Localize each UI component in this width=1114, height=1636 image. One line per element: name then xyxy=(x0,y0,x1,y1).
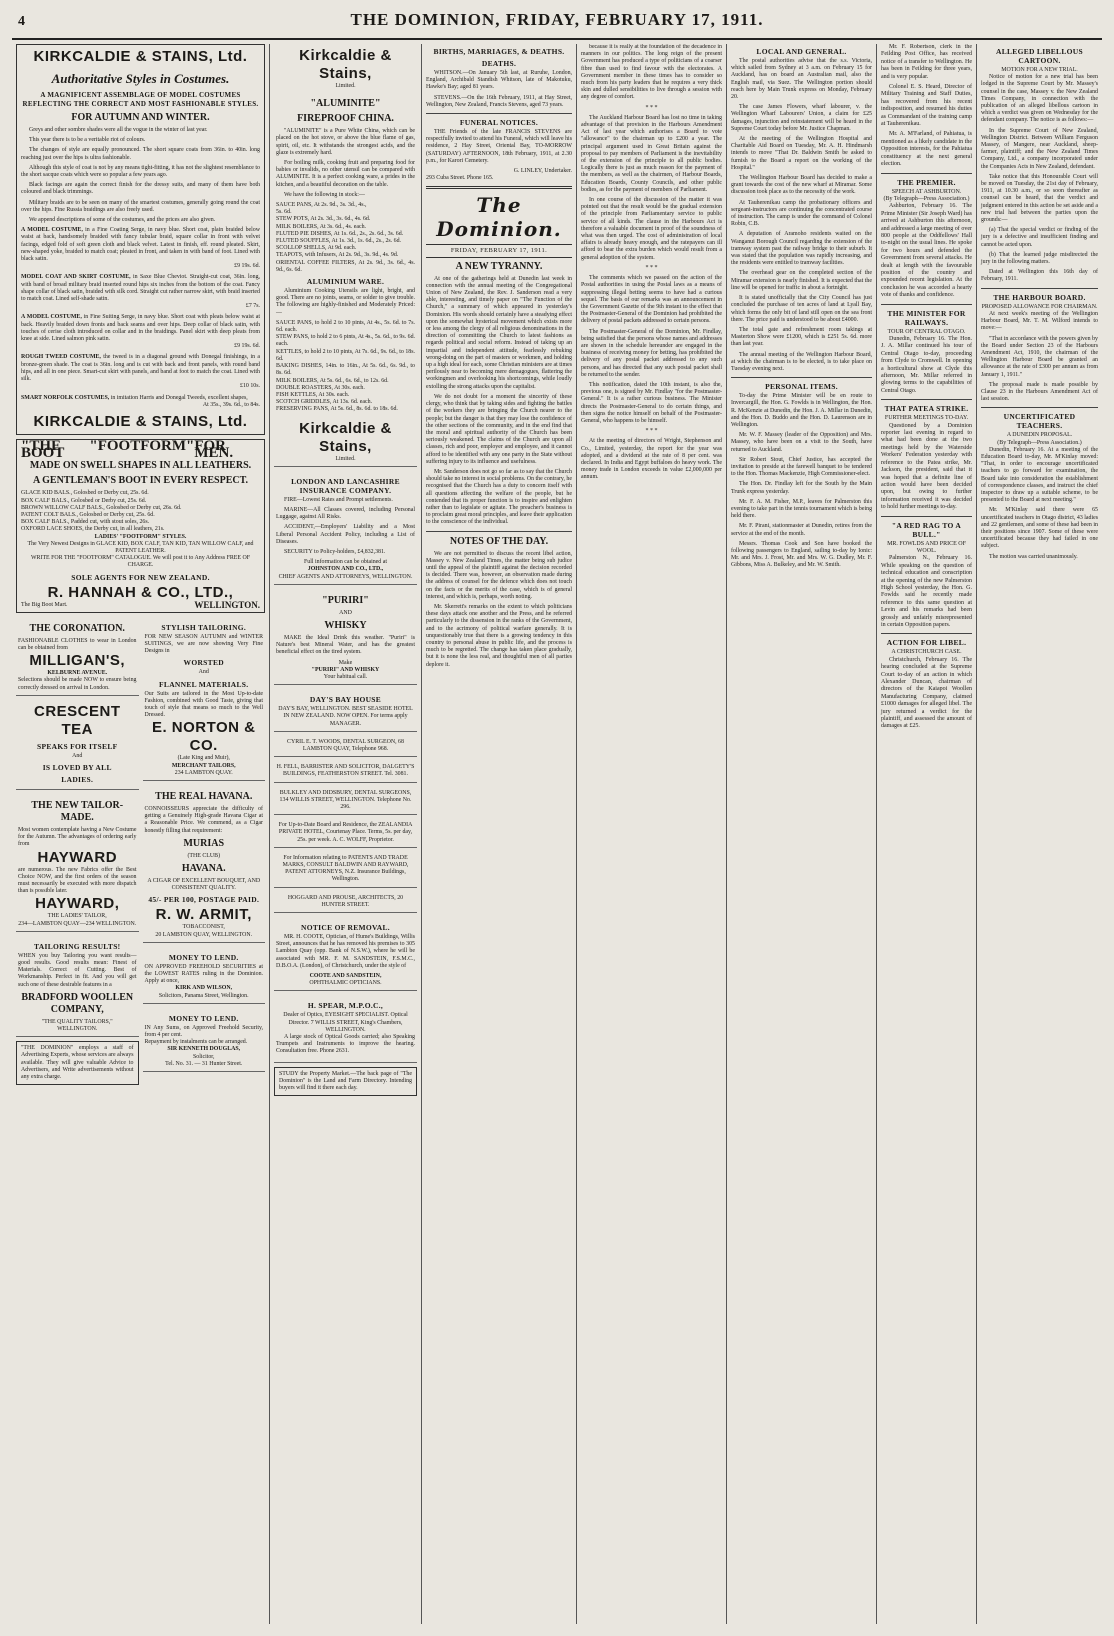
personal-items-heading: PERSONAL ITEMS. xyxy=(765,382,838,392)
money-lend-ad-2: MONEY TO LEND. IN Any Sums, on Approved Freehold Security, from 4 per cent. Repayment by instalments can be arranged. SIR KENNETH DOUGLAS, Solicitor, Tel. No. 31. — 31 Hunter Street. xyxy=(143,1008,266,1072)
intro-para: The changes of style are equally pronounced. The short square coats from 36in. to 40in. long reaching just over the hips is ultra fashionable. xyxy=(21,147,260,161)
columns xyxy=(12,44,1102,1624)
hayward-ad: THE NEW TAILOR-MADE. Most women contemplate having a New Costume for the Autumn. The advantages of ordering early from HAYWARD are numerous. The new Fabrics offer the Best Choice NOW, and the first orders of the season must necessarily be executed with more dispatch than is possible later. HAYWARD, THE LADIES' TAILOR, 234—LAMBTON QUAY—234 WELLINGTON. xyxy=(16,794,139,932)
death-notice: STEVENS.—On the 16th February, 1911, at Hay Street, Wellington, New Zealand, Francis Stevens, aged 73 years. xyxy=(426,94,572,108)
column-6: Mr. F. Robertson, clerk in the Feilding Post Office, has received notice of a transfer to Wellington. He has been in Feilding for three years, and is very popular. Colonel E. S. Heard, Director of Military Training and Staff Duties, has recovered from his recent indisposition, and resumed his duties as Commandant of the training camp at Tauherenikau. Mr. A. M'Farland, of Pahiatua, is mentioned as a likely candidate in the Opposition interests, for the Pahiatua constituency at the next general election. THE PREMIER. SPEECH AT ASHBURTON. (By Telegraph—Press Association.) Ashburton, February 16. The Prime Minister (Sir Joseph Ward) has arrived at Ashburton this afternoon, and addressed a large meeting of over 800 people at the Oddfellows' Hall to-night on the usual lines. He spoke for two hours and defended the Government from several attacks. He dealt at length with the favourable position of the country and expounded recent legislation. At the conclusion he was accorded a hearty vote of thanks and confidence. THE MINISTER FOR RAILWAYS. TOUR OF CENTRAL OTAGO. Dunedin, February 16. The Hon. J. A. Millar continued his tour of Central Otago to-day, proceeding from Clyde to Cromwell. In opening a horticultural show at Clyde this afternoon, Mr. Millar referred in glowing terms to the capabilities of Central Otago. THAT PATEA STRIKE. FURTHER MEETINGS TO-DAY. Questioned by a Dominion reporter last evening in regard to what had been done at the two meetings held by the Waterside Workers' Federation yesterday with reference to the Patea strike, Mr. Jackson, the president, said that it was hoped that a definite line of action would have been decided upon, but owing to further information received it was decided to hold further meetings to-day. "A RED RAG TO A BULL." MR. FOWLDS AND PRICE OF WOOL. Palmerston N., February 16. While speaking on the question of technical education and conscription at the opening of the new Palmerston High School yesterday, the Hon. G. Fowlds said he recently made reference to this same question at Levin and his remarks had been grossly and unfairly misrepresented in certain Opposition papers. ACTION FOR LIBEL. A CHRISTCHURCH CASE. Christchurch, February 16. The hearing concluded at the Supreme Court to-day of an action in which Alexander Duncan, chairman of directors of the Kaiapoi Woollen Manufacturing Company, claimed £1000 damages for alleged libel. The jury returned a verdict for the plaintiff, and assessed the amount of damages at £25. xyxy=(877,44,977,1624)
footform-item: BROWN WILLOW CALF BALS., Golosbed or Derby cut, 26s. 6d. xyxy=(21,504,182,511)
footform-firm: R. HANNAH & CO., LTD., xyxy=(47,583,234,601)
newspaper-title: THE DOMINION, FRIDAY, FEBRUARY 17, 1911. xyxy=(350,10,764,29)
card-ad: H. FELL, BARRISTER AND SOLICITOR, DALGETY'S BUILDINGS, FEATHERSTON STREET. Tel. 3081. xyxy=(274,761,417,782)
footform-brand: "THE "FOOTFORM" BOOT xyxy=(21,437,195,462)
costume-item: A MODEL COSTUME, in a Fine Coating Serge, in navy blue. Short coat, plain braided below waist at back, handsomely braided with fancy tubular braid, square collar in front with velvet facings, edged fold of soft green cloth and black velvet. Latest in finish, eff. round pleated. Skirt, new-shaped yoke, braided to match coat; pleated in front, and taken in with band of foot. Lined with black satin. £9 19s. 6d. xyxy=(21,227,260,270)
card-ad: HOGGARD AND PROUSE, ARCHITECTS, 20 HUNTER STREET. xyxy=(274,892,417,913)
footform-item: The Very Newest Designs in GLACE KID, BOX CALF, TAN KID, TAN WILLOW CALF, and PATENT LEATHER. xyxy=(27,540,254,554)
footform-item: BOX CALF BALS., Golosbed or Derby cut, 25s. 6d. xyxy=(21,497,147,504)
insurance-ad: LONDON AND LANCASHIRE INSURANCE COMPANY. FIRE—Lowest Rates and Prompt settlements. MARINE—All Classes covered, including Personal Luggage, against All Risks. ACCIDENT,—Employers' Liability and a Most Liberal Personal Accident Policy, including a List of Diseases. SECURITY to Policy-holders, £4,832,381. Full information can be obtained at JOHNSTON AND CO., LTD., CHIEF AGENTS AND ATTORNEYS, WELLINGTON. xyxy=(274,471,417,585)
aluminite-ad: Kirkcaldie & Stains, Limited. "ALUMINITE" FIREPROOF CHINA. "ALUMINITE" is a Pure White China, which can be placed on the hot stove, or above the blue flame of gas, spirit, oil, etc. It withstands the strongest acids, and the glaze is extremely hard. For boiling milk, cooking fruit and preparing food for babies or invalids, no other utensil can be compared with ALUMINITE. It is a perfect cooking ware, a prides in the kitchen, and a beautiful decoration on the table. We have the following in stock:— SAUCE PANS, At 2s. 9d., 3s. 3d., 4s., 5s. 6d. STEW POTS, At 2s. 3d., 3s. 6d., 4s. 6d. MILK BOILERS, At 3s. 6d., 4s. each. FLUTED PIE DISHES, At 1s. 6d., 2s., 2s. 6d., 3s. 6d. FLUTED SOUFFLES, At 1s. 3d., 1s. 6d., 2s., 2s. 6d. SCOLLOP SHELLS, At 9d. each. TEAPOTS, with Infusers, At 2s. 9d., 3s. 9d., 4s. 9d. ORIENTAL COFFEE FILTERS, At 2s. 9d., 3s. 6d., 4s. 9d., 6s. 6d. ALUMINIUM WARE. Aluminium Cooking Utensils are light, bright, and good. There are no joints, seams, or solder to give trouble. The following are highly-finished and Moderately Priced:— SAUCE PANS, to hold 2 to 10 pints, At 4s., 5s. 6d. to 7s. 6d. each. STEW PANS, to hold 2 to 6 pints, At 4s., 5s. 6d., to 9s. 6d. each. KETTLES, to hold 2 to 10 pints, At 7s. 6d., 9s. 6d., to 18s. 6d. BAKING DISHES, 14in. to 16in., At 5s. 6d., 6s. 9d., to 8s. 6d. MILK BOILERS, At 5s. 6d., 6s. 6d., to 12s. 6d. DOUBLE ROASTERS, At 30s. each. FISH KETTLES, At 30s. each. SCOTCH GRIDDLES, At 13s. 6d. each. FRESERVING PANS, At 5s. 6d., 8s. 6d. to 18s. 6d. Kirkcaldie & Stains, Limited. xyxy=(274,44,417,467)
removal-notice: NOTICE OF REMOVAL. MR. H. COOTE, Optician, of Hume's Buildings, Willis Street, announces that he has removed his premises to 305 Lambton Quay (opp. Bank of N.S.W.), where he will be associated with MR. F. M. SANDSTEIN, F.S.M.C., D.B.O.A. (London), of Christchurch, under the style of COOTE AND SANDSTEIN, OPHTHALMIC OPTICIANS. xyxy=(274,917,417,991)
costume-price: £9 19s. 6d. xyxy=(234,343,260,350)
spear-ad: H. SPEAR, M.P.O.C., Dealer of Optics, EYESIGHT SPECIALIST. Optical Director. 7 WILLIS STREET, King's Chambers, WELLINGTON. A large stock of Optical Goods carried; also Speaking Trumpets and Instruments to improve the hearing. Consultation free. Phone 2631. xyxy=(274,995,417,1062)
dateline: FRIDAY, FEBRUARY 17, 1911. xyxy=(426,244,572,257)
costume-price: £7 7s. xyxy=(245,303,260,310)
footform-ad xyxy=(16,439,265,613)
footform-line-1: MADE ON SWELL SHAPES IN ALL LEATHERS. xyxy=(29,460,252,472)
intro-para: Black facings are again the correct finish for the dressy suits, and many of them have both coloured and black trimmings. xyxy=(21,182,260,196)
intro-para: Military braids are to be seen on many of the smartest costumes, generally going round the coat over the hips. Fine Russia braidings are also freely used. xyxy=(21,199,260,213)
paper-name: The Dominion. xyxy=(436,193,562,242)
assemblage-line: A MAGNIFICENT ASSEMBLAGE OF MODEL COSTUMES REFLECTING THE CORRECT AND MOST FASHIONABLE STYLES. xyxy=(22,91,259,108)
havana-ad: THE REAL HAVANA. CONNOISSEURS appreciate the difficulty of getting a Genuinely High-grade Havana Cigar at a Reasonable Price. We commend, as a Cigar honestly filling that requirement: MURIAS (THE CLUB) HAVANA. A CIGAR OF EXCELLENT BOUQUET, AND CONSISTENT QUALITY. 45/- PER 100, POSTAGE PAID. R. W. ARMIT, TOBACCONIST, 20 LAMBTON QUAY, WELLINGTON. xyxy=(143,785,266,943)
intro-para: Greys and other sombre shades were all the vogue in the winter of last year. xyxy=(29,127,208,133)
crescent-tea-ad: CRESCENT TEA SPEAKS FOR ITSELF And IS LOVED BY ALL LADIES. xyxy=(16,700,139,790)
firm-footer: KIRKCALDIE & STAINS, Ltd. xyxy=(33,412,248,430)
costume-price: £10 10s. xyxy=(240,383,260,390)
bmd-heading: BIRTHS, MARRIAGES, & DEATHS. xyxy=(433,47,565,56)
dominion-staff-ad: "THE DOMINION" employs a staff of Advertising Experts, whose services are always available. They will give valuable Advice to Advertisers, and Write advertisements without any extra charge. xyxy=(16,1041,139,1085)
days-bay-ad: DAY'S BAY HOUSE DAY'S BAY, WELLINGTON. BEST SEASIDE HOTEL IN NEW ZEALAND. NOW OPEN. For terms apply MANAGER. xyxy=(274,689,417,732)
footform-item: PATENT COLT BALS., Golosbed or Derby cut, 25s. 6d. xyxy=(21,511,155,518)
column-5: LOCAL AND GENERAL. The postal authorities advise that the s.s. Victoria, which sailed from Sydney at 3 a.m. on February 15 for Auckland, has on board an Australian mail, also the English mail, via Suez. The Wellington portion should reach here by Main Trunk express on Monday, February 20. The case James Flowers, wharf labourer, v. the Wellington Wharf Labourers' Union, a claim for £25 damages, injunction and reinstatement will be heard in the Supreme Court today before Mr. Justice Chapman. At the meeting of the Wellington Hospital and Charitable Aid Board on Tuesday, Mr. A. H. Hindmarsh intends to move "That Dr. Baldwin Smith be asked to furnish to the Board a report on the working of the Hospital." The Wellington Harbour Board has decided to make a grant towards the cost of the new wharf at Miramar. Some discussion took place as to the necessity of the work. At Tauherenikau camp the probationary officers and sergeant-instructors are continuing the concentrated course of instruction. The camp is under the command of Colonel Robin, C.B. A deputation of Aramoho residents waited on the Wanganui Borough Council regarding the extension of the tramway system past the railway bridge to their suburb. It was stated that the population was rapidly increasing, and the residents were entitled to tramway facilities. The overhead gear on the completed section of the Miramar extension is nearly finished. It is expected that the line will be opened for traffic in about a fortnight. It is stated unofficially that the City Council has just concluded the purchase of ten acres of land at Lyall Bay, which forms the only bit of land still open on the sea front there. The price paid is understood to be about £4000. The total gate and refreshment room takings at Masterton Show were £1200, which is £251 5s. 6d. more than last year. The annual meeting of the Wellington Harbour Board, at which the chairman is to be elected, is to take place on Tuesday evening next. PERSONAL ITEMS. To-day the Prime Minister will be en route to Invercargill, the Hon. G. Fowlds is in Wellington, the Hon. R. McKenzie at Dunedin, the Hon. J. A. Millar in Dunedin, and the Hon. D. Buddo and the Hon. D. Laurenson are in Wellington. Mr. W. F. Massey (leader of the Opposition) and Mrs. Massey, who have been on a visit to the South, have returned to Auckland. Sir Robert Stout, Chief Justice, has accepted the invitation to preside at the farewell banquet to be tendered to the Hon. Thomas Mackenzie, High Commissioner-elect. The Hon. Dr. Findlay left for the South by the Main Trunk express yesterday. Mr. F. A. M. Fisher, M.P., leaves for Palmerston this evening to take part in the tennis tournament which is being held there. Mr. F. Pirani, stationmaster at Dunedin, retires from the service at the end of the month. Messrs. Thomas Cook and Son have booked the following passengers to England, sailing to-day by Ionic: Mr. and Mrs. J. Frost, Mr. and Mrs. W. G. Dudley, Mr. F. Gibbons, Miss A. Bulkeley, and Mr. W. Smith. xyxy=(727,44,877,1624)
coronation-ad: THE CORONATION. FASHIONABLE CLOTHES to wear in London can be obtained from MILLIGAN'S, KELBURNE AVENUE. Selections should be made NOW to ensure being correctly dressed on arrival in London. xyxy=(16,617,139,696)
footform-item: GLACE KID BALS., Golosbed or Derby cut, 25s. 6d. xyxy=(21,490,149,497)
costume-item: SMART NORFOLK COSTUMES, in imitation Harris and Donegal Tweeds, excellent shapes, At 35s., 39s. 6d., to 84s. xyxy=(21,394,260,408)
styles-heading: Authoritative Styles in Costumes. xyxy=(51,71,230,86)
notes-heading: NOTES OF THE DAY. xyxy=(449,535,549,547)
card-ad: BULKLEY AND DIDSBURY, DENTAL SURGEONS, 134 WILLIS STREET, WELLINGTON. Telephone No. 296. xyxy=(274,787,417,816)
column-3: BIRTHS, MARRIAGES, & DEATHS. DEATHS. WHITSON.—On January 5th last, at Ruruhe, London, England, Archibald Standish Whitson, late of Makotuku, Hawke's Bay; aged 81 years. STEVENS.—On the 16th February, 1911, at Hay Street, Wellington, New Zealand, Francis Stevens, aged 73 years. FUNERAL NOTICES. THE Friends of the late FRANCIS STEVENS are respectfully invited to attend his Funeral, which will leave his residence, 2 Hay Street, Oriental Bay, TO-MORROW (SATURDAY) AFTERNOON, 18th February, 1911, at 2.30 p.m., for Karori Cemetery. G. LINLEY, Undertaker. 293 Cuba Street. Phone 165. The Dominion. FRIDAY, FEBRUARY 17, 1911. A NEW TYRANNY. At one of the gatherings held at Dunedin last week in connection with the annual meeting of the Congregational Union of New Zealand, the Rev. J. Sanderson read a very able, interesting, and timely paper on "The Function of the Church," a summary of which appeared in yesterday's Dominion. His words should certainly have a steadying effect upon the somewhat hysterical movement which exists more or less among the clergy of all religious denominations in the direction of committing the Church to latest fashions as regards political and social reform. Instead of taking up an impartial and independent attitude, fearlessly rebuking wrong-doing on the part of masters or workmen, and holding up a high ideal for each, some Christian ministers are at times perilously near to becoming mere demagogues, flattering the workingmen and overlooking his shortcomings, while loudly extolling the strong attacks upon the capitalist. We do not doubt for a moment the sincerity of these clergy, who think that by taking sides and fighting the battles of the workers they are bringing the Church nearer to the people; but the danger is that they may lose the confidence of the other sections of the community, and in the end find that the moral and spiritual authority of the Church has been seriously weakened. The claims of the Church are upon all classes, rich and poor, employer and employee, and it cannot afford to be identified with any one party in the State without suffering injury to its influence and usefulness. Mr. Sanderson does not go so far as to say that the Church should take no interest in social problems. On the contrary, he recognised that the Church has a duty to concern itself with all questions affecting the welfare of the people, but he contended that its proper function is to inspire and enlighten rather than to legislate or agitate. The preacher's business is to proclaim great moral principles, and leave their application to the conscience of the individual. NOTES OF THE DAY. We are not permitted to discuss the recent libel action, Massey v. New Zealand Times, the matter being sub judice until the appeal of the plaintiff against the decision recorded is decided. There was, however, an observation made during the address of counsel for the defence which does not touch on the facts or the merits of the case, which is of general interest, and which is, perhaps, worth noting. Mr. Skerrett's remarks on the extent to which politicians these days attack one another and the Press, and he referred particularly to the dissension in the ranks of the Government, and to the acrimony of political warfare generally. It is unquestionably true that there is a growing tendency in this country to personal abuse in public life, and the process is much to be regretted. The change has taken place gradually, but it is none the less real, and thoughtful men of all parties deplore it. xyxy=(422,44,577,1624)
intro-para: We append descriptions of some of the costumes, and the prices are also given. xyxy=(29,217,216,224)
card-ad: CYRIL E. T. WOODS, DENTAL SURGEON, 68 LAMBTON QUAY, Telephone 968. xyxy=(274,736,417,757)
masthead xyxy=(12,10,1102,40)
bradford-ad: TAILORING RESULTS! WHEN you buy Tailoring you want results—good results. Good results mean: Finest of Materials. Correct of Cutting. Best of Workmanship. Perfect in fit. And you will get such one of these desirable features in a BRADFORD WOOLLEN COMPANY, "THE QUALITY TAILORS," WELLINGTON. xyxy=(16,936,139,1037)
footform-item: BOX CALF BALS., Padded cut, with stout soles, 26s. xyxy=(21,519,150,526)
footform-for-men: FOR MEN. xyxy=(194,437,234,462)
norton-tailoring-ad: STYLISH TAILORING. FOR NEW SEASON AUTUMN and WINTER SUITINGS, we are now showing Very Fine Designs in WORSTED And FLANNEL MATERIALS. Our Suits are tailored in the Most Up-to-date Fashion, combined with Good Taste, giving that touch of style that means so much to the Well Dressed. E. NORTON & CO. (Late King and Muir), MERCHANT TAILORS, 234 LAMBTON QUAY. xyxy=(143,617,266,781)
costume-item: MODEL COAT AND SKIRT COSTUME, in Saxe Blue Cheviot. Straight-cut coat, 36in. long, with band of broad military braid inserted round hips six inches from the bottom of the coat. Fancy shape collar of black satin, braided with silk cord. Straight cut rather narrow skirt, with braid inserted to match coat. Lined self-shade satin. £7 7s. xyxy=(21,274,260,310)
study-notice: STUDY the Property Market.—The back page of "The Dominion" is the Land and Farm Directory. Intending buyers will find it there each day. xyxy=(274,1067,417,1097)
local-general-heading: LOCAL AND GENERAL. xyxy=(756,47,847,56)
kirkcaldie-costume-ad xyxy=(16,44,265,435)
footform-mark: The Big Boot Mart. xyxy=(21,601,68,608)
money-lend-ad-1: MONEY TO LEND. ON APPROVED FREEHOLD SECURITIES at the LOWEST RATES ruling in the Dominion. Apply at once, KIRK AND WILSON, Solicitors, Panama Street, Wellington. xyxy=(143,947,266,1004)
footform-item: OXFORD LACE SHOES, the Derby cut, in all leathers, 21s. xyxy=(21,526,165,533)
column-2 xyxy=(270,44,422,1624)
costume-price: £9 19s. 6d. xyxy=(234,263,260,270)
aluminite-price-list: SAUCE PANS, At 2s. 9d., 3s. 3d., 4s., 5s. 6d. STEW POTS, At 2s. 3d., 3s. 6d., 4s. 6d. MILK BOILERS, At 3s. 6d., 4s. each. FLUTED PIE DISHES, At 1s. 6d., 2s., 2s. 6d., 3s. 6d. FLUTED SOUFFLES, At 1s. 3d., 1s. 6d., 2s., 2s. 6d. SCOLLOP SHELLS, At 9d. each. TEAPOTS, with Infusers, At 2s. 9d., 3s. 9d., 4s. 9d. ORIENTAL COFFEE FILTERS, At 2s. 9d., 3s. 6d., 4s. 9d., 6s. 6d. xyxy=(276,202,415,273)
page-number: 4 xyxy=(18,14,25,29)
footform-item: LADIES' "FOOTFORM" STYLES. xyxy=(94,533,187,540)
footform-agents: SOLE AGENTS FOR NEW ZEALAND. xyxy=(71,572,210,582)
puriri-ad: "PURIRI" AND WHISKY MAKE the Ideal Drink this weather. "Puriri" is Nature's best Mineral Water, and has the greatest beneficial effect on the tired system. Make "PURIRI" AND WHISKY Your habitual call. xyxy=(274,589,417,685)
firm-heading: KIRKCALDIE & STAINS, Ltd. xyxy=(33,48,248,65)
card-ad: For Information relating to PATENTS AND TRADE MARKS, CONSULT BALDWIN AND RAYWARD, PATENT ATTORNEYS, N.Z. Insurance Buildings, Wellington. xyxy=(274,852,417,888)
column-7: ALLEGED LIBELLOUS CARTOON. MOTION FOR A NEW TRIAL. Notice of motion for a new trial has been lodged in the Supreme Court by Mr. Massey's counsel in the case, Massey v. the New Zealand Times Company, in connection with the publication of an alleged libellous cartoon in which a verdict was given on Wednesday for the defendant company. The notice is as follows:— In the Supreme Court of New Zealand, Wellington District. Between William Ferguson Massey, of Mangere, near Auckland, sheep-farmer, plaintiff; and the New Zealand Times Company, Ltd., a company incorporated under the Companies Acts in New Zealand, defendant. Take notice that this Honourable Court will be moved on Tuesday, the 21st day of February, 1911, at 10.30 a.m., or so soon thereafter as counsel can be heard, that the verdict and judgment entered in this action be set aside and a new trial had between the parties upon the grounds:— (a) That the special verdict or finding of the jury is a defective and insufficient finding and cannot be acted upon. (b) That the learned judge misdirected the jury in the following matters. Dated at Wellington this 16th day of February, 1911. THE HARBOUR BOARD. PROPOSED ALLOWANCE FOR CHAIRMAN. At next week's meeting of the Wellington Harbour Board, Mr. T. M. Wilford intends to move:— "That in accordance with the powers given by the Board under Section 23 of the Harbours Amendment Act, 1910, the chairman of the Wellington Harbour Board be granted an allowance at the rate of £300 per annum as from January 1, 1911." The proposal made is made possible by Clause 23 in the Harbours Amendment Act of last session. UNCERTIFICATED TEACHERS. A DUNEDIN PROPOSAL. (By Telegraph—Press Association.) Dunedin, February 16. At a meeting of the Education Board to-day, Mr. M'Kinlay moved: "That, in order to encourage uncertificated teachers to go forward for examination, the Board take into consideration the establishment of correspondence classes, and instruct the chief inspector to draw up a suitable scheme, to be presented to the Board at next meeting." Mr. M'Kinlay said there were 65 uncertificated teachers in Otago district, 43 ladies and 22 gentlemen, and some of these had been in their positions since 1907. Some of these were uncertificated because they had failed in one subject. The motion was carried unanimously. xyxy=(981,47,1098,560)
column-4: because it is really at the foundation of the decadence in manners in our politics. The long reign of the present Government has produced a type of politicians of a coarser fibre than used to find favour with the electorates. A Government member in these times has to consider so much from his party leaders that he requires a very thick skin and dulled sensibilities to live through a session with any degree of comfort. * * * The Auckland Harbour Board has lost no time in taking advantage of that provision in the Harbours Amendment Act of last year which authorises a Board to vote "allowance" to the chairman up to £200 a year. The principal argument used in Great Britain against the proposal to pay members of Parliament is the inevitability of the extension of the principle to all public bodies. Logically there is just as much reason for the payment of the members, as well as the chairmen, of Harbour Boards, Education Boards, County Councils, and other public bodies, as for the payment of members of Parliament. In one course of the discussion of the matter it was pointed out that the result would be the gradual extension of the principle from Parliamentary service to public service of all kinds. The clause in the Harbours Act is therefore a valuable document in proof of the soundness of what was then urged. The cost of administration of local affairs is already heavy enough, and the ratepayers can ill afford to bear the extra burden which would result from a general adoption of the system. * * * The comments which we passed on the action of the Postal authorities in using the Postal laws as a means of suppressing illegal betting seems to have had a curious sequel. The basis of our remarks was an announcement in the Government Gazette of the 9th instant to the effect that the Postmaster-General of the Dominion had prohibited the delivery of postal packets addressed to certain persons. The Postmaster-General of the Dominion, Mr. Findlay, being satisfied that the persons whose names and addresses are shown in the schedule hereunder are engaged in the business of receiving money for betting, has prohibited the delivery of any postal packet addressed to any such persons, and has directed that any such postal packet shall be returned to the sender. This notification, dated the 10th instant, is also the, previous one, is signed by Mr. Findlay "for the Postmaster-General." It is a rather curious business. The Minister directs the Postmaster-General to do certain things, and then signs the notice himself on behalf of the Postmaster-General, who happens to be himself. * * * At the meeting of directors of Wright, Stephenson and Co., Limited, yesterday, the report for the year was adopted, and a dividend at the rate of 8 per cent. was declared. In India and Egypt buffaloes do heavy work. The money trade in London exceeds in value £2,000,000 per annum. xyxy=(577,44,727,1624)
card-ad: For Up-to-Date Board and Residence, the ZEALANDIA PRIVATE HOTEL, Courtenay Place. Terms, 5s. per day, 25s. per week. A. C. WOLFF, Proprietor. xyxy=(274,819,417,848)
intro-para: This year there is to be a veritable riot of colours. xyxy=(29,137,146,144)
footform-city: WELLINGTON. xyxy=(194,599,260,610)
costume-item: ROUGH TWEED COSTUME, the tweed is in a diagonal ground with Donegal finishings, in a bronze-green shade. The coat is 36in. long and is cut with back and front panels, with round band hips, and all in one piece. Smart-cut skirt with panels, and band at foot to match the coat. Lined with silk. £10 10s. xyxy=(21,354,260,390)
death-notice: WHITSON.—On January 5th last, at Ruruhe, London, England, Archibald Standish Whitson, late of Makotuku, Hawke's Bay; aged 81 years. xyxy=(426,70,572,91)
intro-para: Although this style of coat is not by any means tight-fitting, it has not the slightest resemblance to the short sacque coats which were so popular a few years ago. xyxy=(21,164,260,179)
season-heading: FOR AUTUMN AND WINTER. xyxy=(71,112,210,123)
column-1 xyxy=(12,44,270,1624)
footform-item: WRITE FOR THE "FOOTFORM" CATALOGUE. We will post it to Any Address FREE OF CHARGE. xyxy=(31,555,250,569)
funeral-notice: THE Friends of the late FRANCIS STEVENS are respectfully invited to attend his Funeral, which will leave his residence, 2 Hay Street, Oriental Bay, TO-MORROW (SATURDAY) AFTERNOON, 18th February, 1911, at 2.30 p.m., for Karori Cemetery. xyxy=(426,129,572,164)
costume-item: A MODEL COSTUME, in Fine Suiting Serge, in navy blue. Short coat with pleats below waist at back. Heavily braided down fronts and back seams and over hips. Deep collar of black satin, with touches of cerise cloth introduced on collar and in the braidings. Panel skirt with deep pleats from knee at side. Lined salmon pink satin. £9 19s. 6d. xyxy=(21,314,260,350)
costume-price: At 35s., 39s. 6d., to 84s. xyxy=(202,401,260,408)
footform-line-2: A GENTLEMAN'S BOOT IN EVERY RESPECT. xyxy=(32,475,249,487)
article-heading: A NEW TYRANNY. xyxy=(455,260,543,272)
